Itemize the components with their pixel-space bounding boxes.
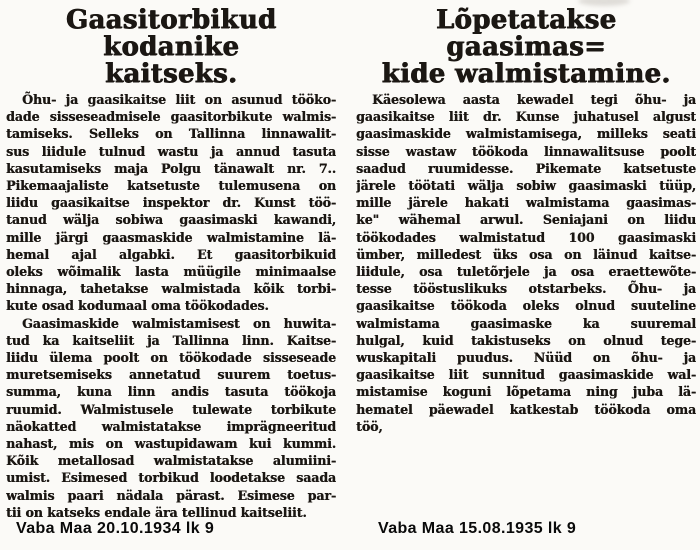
article-text-line: hinnaga, tahetakse walmistada kõik torbi- bbox=[6, 281, 336, 297]
article-text-line: Pikemaajaliste katsetuste tulemusena on bbox=[6, 178, 336, 194]
article-text-line: kute osad kodumaal oma töökodades. bbox=[6, 298, 269, 314]
article-text-line: liidu gaasikaitse inspektor dr. Kunst töö- bbox=[6, 195, 336, 211]
article-text-line: muretsemiseks annetatud suurem toetus- bbox=[6, 367, 336, 383]
article-text-line: mille järgi gaasmaskide walmistamine lä- bbox=[6, 229, 336, 245]
article-text-line: ke" wähemal arwul. Seniajani on liidu bbox=[356, 212, 696, 228]
article-text-line: gaasikaitse liit dr. Kunse juhatusel algust bbox=[356, 109, 696, 125]
article-text-line: hemal ajal algabki. Et gaasitorbikuid bbox=[6, 246, 336, 262]
article-text-line: liidule, osa tuletõrjele ja osa eraettewõte- bbox=[356, 264, 696, 280]
article-text-line: töö, bbox=[356, 418, 383, 434]
left-headline-line-2: kaitseks. bbox=[104, 59, 238, 89]
article-text-line: umist. Esimesed torbikud loodetakse saada bbox=[6, 470, 336, 486]
article-text-line: wuskapitali puudus. Nüüd on õhu- ja bbox=[356, 350, 696, 366]
right-source-caption: Vaba Maa 15.08.1935 lk 9 bbox=[378, 520, 577, 537]
article-text-line: mistamise koguni lõpetama ning juba lä- bbox=[356, 384, 696, 400]
article-text-line: ümber, milledest üks osa on läinud kaitse- bbox=[356, 246, 696, 262]
right-clipping bbox=[356, 0, 696, 435]
article-text-line: Gaasimaskide walmistamisest on huwita- bbox=[22, 315, 336, 331]
article-text-line: ruumid. Walmistusele tulewate torbikute bbox=[6, 401, 336, 417]
article-text-line: saadud ruumidesse. Pikemate katsetuste bbox=[356, 160, 696, 176]
article-text-line: sisse wastaw töökoda linnawalitsuse poolt bbox=[356, 143, 696, 159]
article-text-line: tii on katseks endale ära tellinud kaitseliit. bbox=[6, 504, 307, 520]
article-text-line: Õhu- ja gaasikaitse liit on asunud tööko- bbox=[22, 92, 336, 107]
article-text-line: näokatted walmistatakse imprägneeritud bbox=[6, 418, 336, 434]
article-text-line: kasutamiseks maja Polgu tänawalt nr. 7.. bbox=[6, 160, 336, 176]
article-text-line: dade sisseseadmisele gaasitorbikute walmis- bbox=[6, 109, 336, 125]
right-headline-line-1: Lõpetatakse gaasimas= bbox=[435, 5, 617, 62]
left-article-body bbox=[6, 91, 336, 521]
article-text-line: Kõik metallosad walmistatakse alumiini- bbox=[6, 453, 336, 469]
article-text-line: walmistama gaasimaske ka suuremal bbox=[356, 315, 696, 331]
article-text-line: järele töötati wälja sobiw gaasimaski tüüp, bbox=[356, 178, 696, 194]
article-text-line: mille järele hakati walmistama gaasimas- bbox=[356, 195, 696, 211]
article-text-line: tesse tööstuslikuks otstarbeks. Õhu- ja bbox=[356, 281, 696, 297]
left-headline-line-1: Gaasitorbikud kodanike bbox=[65, 5, 277, 62]
article-text-line: hematel päewadel katkestab töökoda oma bbox=[356, 401, 696, 417]
article-text-line: Käesolewa aasta kewadel tegi õhu- ja bbox=[372, 92, 696, 107]
article-text-line: töökodades walmistatud 100 gaasimaski bbox=[356, 229, 696, 245]
article-text-line: hulgal, kuid takistuseks on olnud tege- bbox=[356, 332, 696, 348]
article-text-line: liidu ülema poolt on töökodade sisseseade bbox=[6, 350, 336, 366]
article-text-line: tud ka kaitseliit ja Tallinna linn. Kaitse- bbox=[6, 332, 336, 348]
article-text-line: gaasimaskide walmistamisega, milleks seati bbox=[356, 126, 696, 142]
article-text-line: walmis paari nädala pärast. Esimese par- bbox=[6, 487, 336, 503]
article-text-line: tamiseks. Selleks on Tallinna linnawalit- bbox=[6, 126, 336, 142]
left-source-caption: Vaba Maa 20.10.1934 lk 9 bbox=[16, 520, 215, 537]
article-text-line: gaasikaitse töökoda oleks olnud suuteline bbox=[356, 298, 696, 314]
article-text-line: sus liidule tulnud wastu ja annud tasuta bbox=[6, 143, 336, 159]
right-article-body bbox=[356, 91, 696, 435]
article-text-line: nahast, mis on wastupidawam kui kummi. bbox=[6, 436, 336, 452]
left-clipping bbox=[6, 0, 336, 521]
article-text-line: gaasikaitse liit sunnitud gaasimaskide wal- bbox=[356, 367, 696, 383]
article-text-line: tanud wälja sobiwa gaasimaski kawandi, bbox=[6, 212, 336, 228]
right-headline-line-2: kide walmistamine. bbox=[381, 59, 671, 89]
left-article-headline bbox=[6, 0, 336, 88]
article-text-line: summa, kuna linn andis tasuta töökoja bbox=[6, 384, 336, 400]
right-article-headline bbox=[356, 0, 696, 88]
article-text-line: oleks wõimalik lasta müügile minimaalse bbox=[6, 264, 336, 280]
